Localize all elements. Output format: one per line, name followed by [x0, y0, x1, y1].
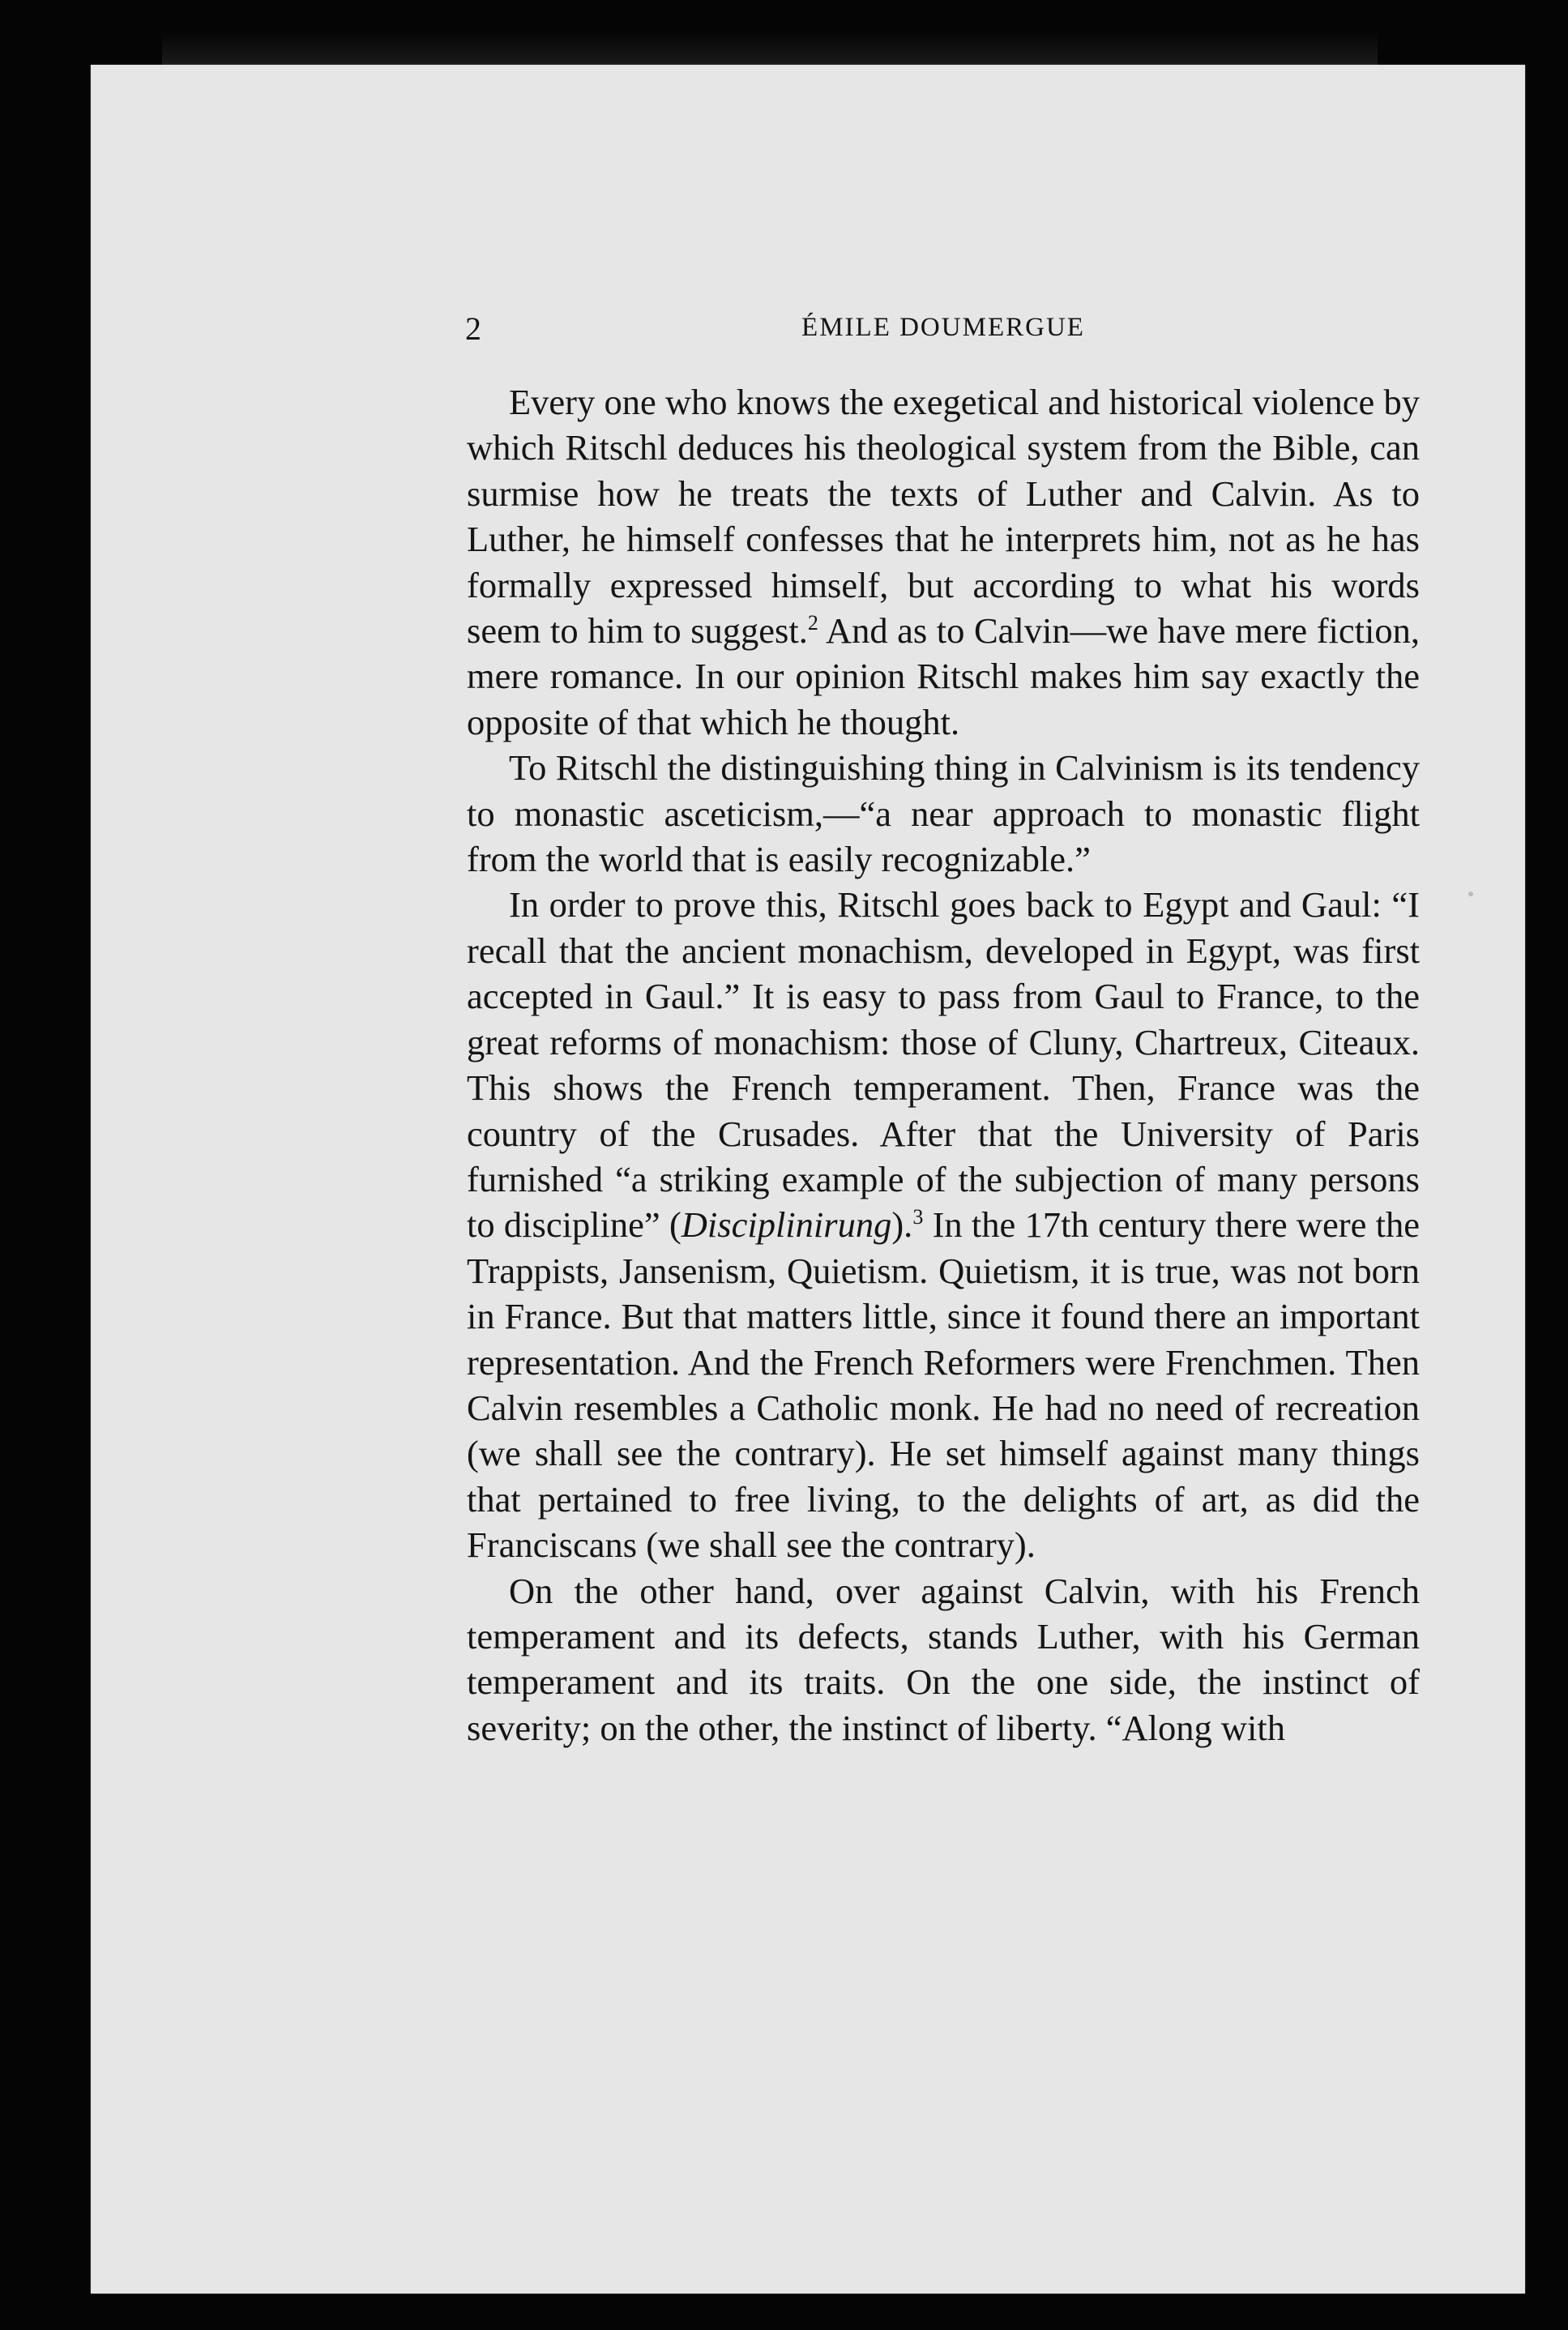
paragraph-3-text-a: In order to prove this, Ritschl goes back to Egypt and Gaul: “I recall that the ancient monachism, developed in Egypt, was first accepted in Gaul.” It is easy to pass from Gaul to France, to the great reforms of monachism: those of Cluny, Chartreux, Citeaux. This shows the French temperament. Then, France was the country of the Crusades. After that the University of Paris furnished “a striking example of the subjection of many persons to discipline” (: [467, 884, 1420, 1246]
paper-speck: [1468, 891, 1473, 896]
running-head: [465, 310, 1421, 358]
paragraph-3-italic: Disciplinirung: [681, 1204, 892, 1246]
paragraph-2: To Ritschl the distinguishing thing in Calvinism is its tendency to monastic asceticism,—“a near approach to monastic flight from the world that is easily recognizable.”: [467, 747, 1420, 880]
paragraph-3: [467, 882, 1420, 1567]
footnote-ref-3: 3: [912, 1205, 924, 1229]
paragraph-1-text-a: Every one who knows the exegetical and historical violence by which Ritschl deduces his theological system from the Bible, can surmise how he treats the texts of Luther and Calvin. As to Luther, he himself confesses that he interprets him, not as he has formally expressed himself, but according to what his words seem to him to suggest.: [467, 382, 1420, 652]
body-text: [467, 379, 1420, 1751]
paragraph-1: [467, 379, 1420, 745]
page-edge-shadow: [162, 32, 1378, 65]
paragraph-4: On the other hand, over against Calvin, with his French temperament and its defects, stands Luther, with his German temperament and its traits. On the one side, the instinct of severity; on the other, the instinct of liberty. “Along with: [467, 1570, 1420, 1748]
footnote-ref-2: 2: [807, 611, 818, 635]
paragraph-3-text-b: ).: [891, 1204, 913, 1246]
paragraph-3-text-c: In the 17th century there were the Trappists, Jansenism, Quietism. Quietism, it is true, was not born in France. But that matters little, since it found there an important representation. And the French Reformers were Frenchmen. Then Calvin resembles a Catholic monk. He had no need of recreation (we shall see the contrary). He set himself against many things that pertained to free living, to the delights of art, as did the Franciscans (we shall see the contrary).: [467, 1204, 1420, 1566]
page-number: 2: [465, 310, 481, 347]
running-title: ÉMILE DOUMERGUE: [801, 313, 1085, 342]
paragraph-1-text-b: And as to Calvin—we have mere fiction, mere romance. In our opinion Ritschl makes him say exactly the opposite of that which he thought.: [467, 610, 1420, 742]
